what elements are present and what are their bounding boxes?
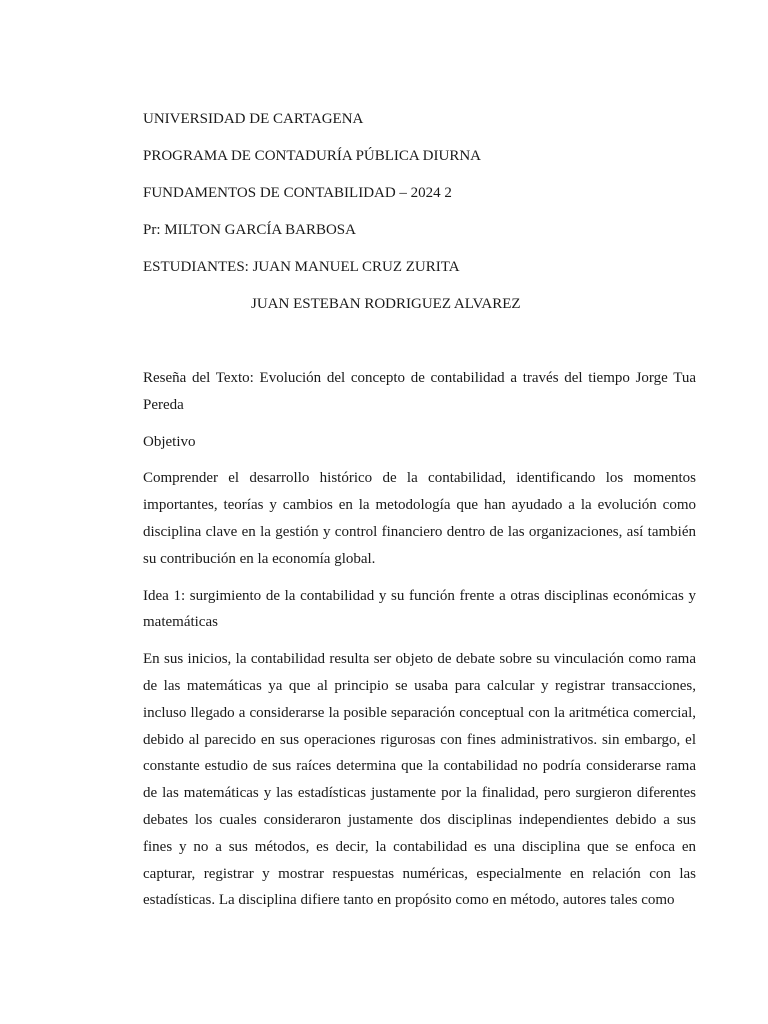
program-name: PROGRAMA DE CONTADURÍA PÚBLICA DIURNA [143,148,481,164]
objective-heading: Objetivo [143,433,196,450]
review-title: Reseña del Texto: Evolución del concepto de contabilidad a través del tiempo Jorge Tua Pereda [143,370,696,413]
second-student-name: JUAN ESTEBAN RODRIGUEZ ALVAREZ [251,296,521,312]
objective-paragraph: Comprender el desarrollo histórico de la contabilidad, identificando los momentos importantes, teorías y cambios en la metodología que han ayudado a la evolución como disciplina clave en la gestión y control financiero dentro de las organizaciones, así también su contribución en la economía global. [143,470,696,567]
course-name: FUNDAMENTOS DE CONTABILIDAD – 2024 2 [143,185,452,201]
university-name: UNIVERSIDAD DE CARTAGENA [143,111,364,127]
document-page [143,108,696,924]
section-spacer [143,330,696,365]
idea1-heading: Idea 1: surgimiento de la contabilidad y su función frente a otras disciplinas económicas y matemáticas [143,587,696,631]
idea1-paragraph: En sus inicios, la contabilidad resulta ser objeto de debate sobre su vinculación como rama de las matemáticas ya que al principio se usaba para calcular y registrar transacciones, incluso llegado a considerarse la posible separación conceptual con la aritmética comercial, debido al parecido en sus operaciones rigurosas con fines administrativos. sin embargo, el constante estudio de sus raíces determina que la contabilidad no podría considerarse rama de las matemáticas y las estadísticas justamente por la finalidad, pero surgieron diferentes debates los cuales consideraron justamente dos disciplinas independientes debido a sus fines y no a sus métodos, es decir, la contabilidad es una disciplina que se enfoca en capturar, registrar y mostrar respuestas numéricas, especialmente en relación con las estadísticas. La disciplina difiere tanto en propósito como en método, autores tales como [143,651,696,909]
students-line: ESTUDIANTES: JUAN MANUEL CRUZ ZURITA [143,259,460,275]
professor-name: Pr: MILTON GARCÍA BARBOSA [143,222,356,238]
